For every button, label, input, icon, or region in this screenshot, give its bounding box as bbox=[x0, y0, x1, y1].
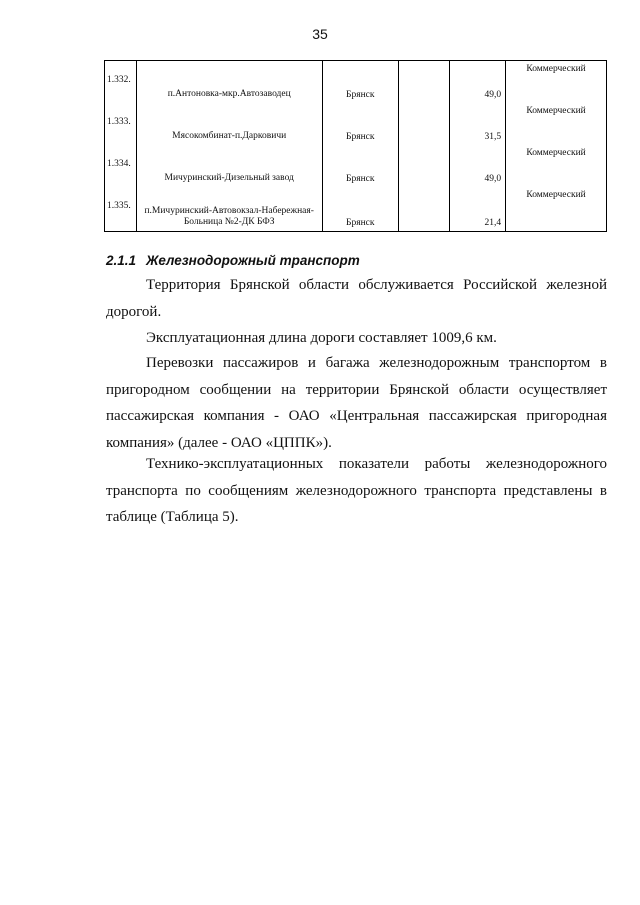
city-cell bbox=[322, 103, 398, 145]
row-number-cell bbox=[105, 103, 137, 145]
route-name: п.Мичуринский-Автовокзал-Набережная-Больница №2-ДК БФЗ bbox=[144, 206, 314, 228]
route-cell bbox=[136, 145, 322, 187]
paragraph: Технико-эксплуатационных показатели работы железнодорожного транспорта по сообщениям железнодорожного транспорта представлены в таблице (Таблица 5). bbox=[106, 456, 607, 525]
row-number: 1.333. bbox=[107, 117, 131, 127]
route-name: Мясокомбинат-п.Дарковичи bbox=[172, 131, 287, 142]
route-type: Коммерческий bbox=[526, 106, 586, 116]
route-cell bbox=[136, 103, 322, 145]
type-cell bbox=[506, 145, 607, 187]
section-title: Железнодорожный транспорт bbox=[146, 253, 360, 268]
route-name: Мичуринский-Дизельный завод bbox=[164, 173, 294, 184]
type-cell bbox=[506, 103, 607, 145]
paragraph: Территория Брянской области обслуживается Российской железной дорогой. bbox=[106, 277, 607, 320]
length-cell bbox=[449, 187, 505, 232]
section-heading bbox=[106, 253, 360, 268]
paragraph: Эксплуатационная длина дороги составляет 1009,6 км. bbox=[146, 330, 497, 346]
row-number-cell bbox=[105, 145, 137, 187]
table-row bbox=[105, 187, 607, 232]
length-cell bbox=[449, 61, 505, 104]
empty-cell bbox=[398, 103, 449, 145]
route-type: Коммерческий bbox=[526, 64, 586, 74]
type-cell bbox=[506, 187, 607, 232]
city-cell bbox=[322, 187, 398, 232]
row-number: 1.335. bbox=[107, 201, 131, 211]
route-type: Коммерческий bbox=[526, 190, 586, 200]
route-length: 31,5 bbox=[484, 132, 502, 142]
city-name: Брянск bbox=[346, 132, 375, 142]
routes-table bbox=[104, 60, 607, 232]
route-length: 49,0 bbox=[484, 90, 502, 100]
route-cell bbox=[136, 61, 322, 104]
empty-cell bbox=[398, 145, 449, 187]
empty-cell bbox=[398, 187, 449, 232]
empty-cell bbox=[398, 61, 449, 104]
section-number: 2.1.1 bbox=[106, 253, 137, 268]
row-number: 1.334. bbox=[107, 159, 131, 169]
route-cell bbox=[136, 187, 322, 232]
route-name: п.Антоновка-мкр.Автозаводец bbox=[167, 89, 291, 100]
route-length: 49,0 bbox=[484, 174, 502, 184]
type-cell bbox=[506, 61, 607, 104]
paragraph: Перевозки пассажиров и багажа железнодорожным транспортом в пригородном сообщении на территории Брянской области осуществляет пассажирская компания - ОАО «Центральная пассажирская пригородная компания» (далее - ОАО «ЦППК»). bbox=[106, 355, 607, 451]
table-row bbox=[105, 61, 607, 104]
table-row bbox=[105, 103, 607, 145]
row-number-cell bbox=[105, 61, 137, 104]
row-number: 1.332. bbox=[107, 75, 131, 85]
city-name: Брянск bbox=[346, 174, 375, 184]
city-name: Брянск bbox=[346, 218, 375, 228]
city-cell bbox=[322, 145, 398, 187]
route-type: Коммерческий bbox=[526, 148, 586, 158]
city-name: Брянск bbox=[346, 90, 375, 100]
length-cell bbox=[449, 145, 505, 187]
page-number: 35 bbox=[312, 26, 328, 42]
city-cell bbox=[322, 61, 398, 104]
row-number-cell bbox=[105, 187, 137, 232]
route-length: 21,4 bbox=[484, 218, 502, 228]
table-row bbox=[105, 145, 607, 187]
length-cell bbox=[449, 103, 505, 145]
